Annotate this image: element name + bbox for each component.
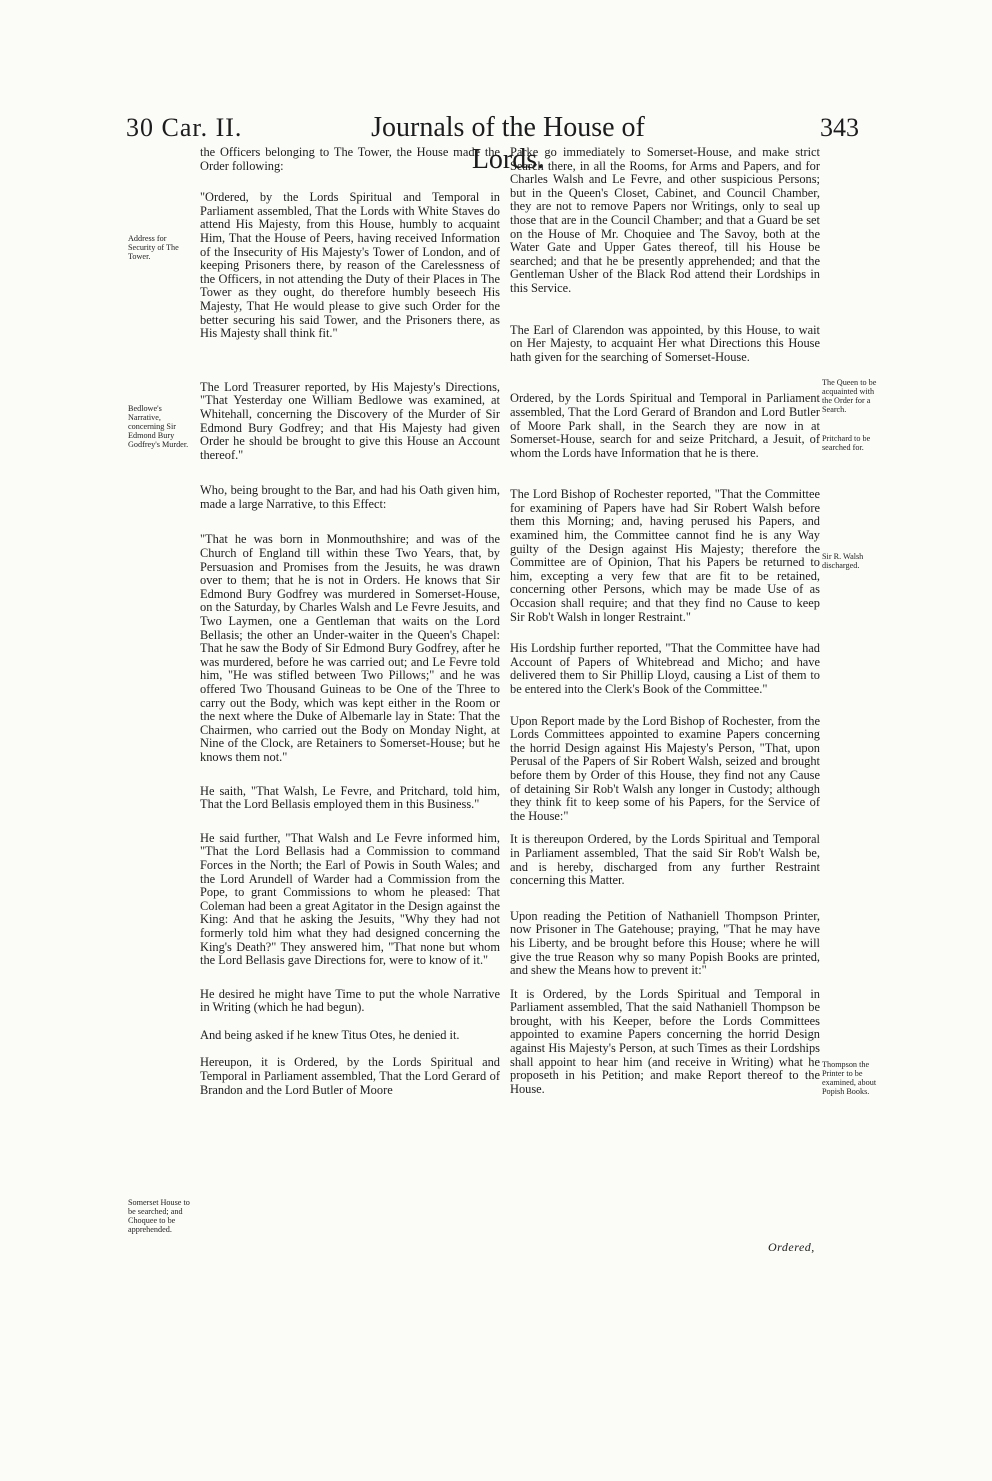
regnal-year: 30 Car. II. — [126, 113, 243, 142]
margin-note: Somerset House to be searched; and Choquee to be apprehended. — [128, 1198, 190, 1234]
paragraph: The Lord Treasurer reported, by His Majesty's Directions, "That Yesterday one William Bedlowe was examined, at Whitehall, concerning the Discovery of the Murder of Sir Edmond Bury Godfrey; and that His Majesty had given Order he should be brought to give this House an Account thereof." — [200, 379, 500, 462]
paragraph: Upon reading the Petition of Nathaniell Thompson Printer, now Prisoner in The Gatehouse; praying, "That he may have his Liberty, and be brought before this House; where he will give the true Reason why so many Popish Books are printed, and shew the Means how to prevent it:" — [510, 908, 820, 978]
paragraph: "Ordered, by the Lords Spiritual and Temporal in Parliament assembled, That the Lords with White Staves do attend His Majesty, from this House, humbly to acquaint Him, That the House of Peers, having received Information of the Insecurity of His Majesty's Tower of London, and of keeping Prisoners there, by reason of the Carelessness of the Officers, in not attending the Duty of their Places in The Tower as they ought, do therefore humbly beseech His Majesty, That He would please to give such Order for the better securing his said Tower, and the Prisoners there, as His Majesty shall think fit." — [200, 190, 500, 341]
catchword: Ordered, — [768, 1240, 815, 1254]
paragraph: The Earl of Clarendon was appointed, by this House, to wait on Her Majesty, to acquaint Her what Directions this House hath given for the searching of Somerset-House. — [510, 322, 820, 364]
paragraph: It is Ordered, by the Lords Spiritual and Temporal in Parliament assembled, That the said Nathaniell Thompson be brought, with his Keeper, before the Lords Committees appointed to examine Papers concerning the horrid Design against His Majesty's Person, at such Times as their Lordships shall appoint to hear him (and receive in Writing) what he proposeth in his Petition; and make Report thereof to the House. — [510, 986, 820, 1096]
paragraph: the Officers belonging to The Tower, the House made the Order following: — [200, 145, 500, 173]
margin-note: Bedlowe's Narrative, concerning Sir Edmond Bury Godfrey's Murder. — [128, 404, 189, 449]
page-number: 343 — [820, 113, 859, 142]
left-column — [200, 146, 500, 1107]
right-column — [510, 146, 820, 1106]
paragraph: Ordered, by the Lords Spiritual and Temporal in Parliament assembled, That the Lord Gerard of Brandon and Lord Butler of Moore Park shall, in the Search they are now in at Somerset-House, search for and seize Pritchard, a Jesuit, of whom the Lords have Information that he is there. — [510, 391, 820, 460]
page-title: Journals of the House of Lords. — [371, 112, 645, 175]
paragraph: He said further, "That Walsh and Le Fevre informed him, "That the Lord Bellasis had a Commission to command Forces in the North; the Earl of Powis in South Wales; and the Lord Arundell of Warder had a Commission from the Pope, to grant Commissions to whom he pleased: That Coleman had been a great Agitator in the Design against the King: And that he asking the Jesuits, "Why they had not formerly told him what they had designed concerning the King's Death?" They answered him, "That none but whom the Lord Bellasis gave Directions for, were to know of it." — [200, 830, 500, 968]
paragraph: "That he was born in Monmouthshire; and was of the Church of England till within these Two Years, that, by Persuasion and Promises from the Jesuits, he was drawn over to them; that he is not in Orders. He knows that Sir Edmond Bury Godfrey was murdered in Somerset-House, on the Saturday, by Charles Walsh and Le Fevre Jesuits, and Two Laymen, one a Gentleman that waits on the Lord Bellasis; the other an Under-waiter in the Queen's Chapel: That he saw the Body of Sir Edmond Bury Godfrey, after he was murdered, before he was carried out; and Le Fevre told him, "He was stifled between Two Pillows;" and he was offered Two Thousand Guineas to be One of the Three to carry out the Body, which was kept either in the Room or the next where the Duke of Albemarle lay in State: That the Chairmen, who carried out the Body on Monday Night, at Nine of the Clock, are Retainers to Somerset-House; but he knows them not." — [200, 532, 500, 764]
margin-note: Sir R. Walsh discharged. — [822, 552, 864, 570]
margin-note: Pritchard to be searched for. — [822, 434, 871, 452]
paragraph: Parke go immediately to Somerset-House, and make strict Search there, in all the Rooms, for Arms and Papers, and for Charles Walsh and Le Fevre, and other suspicious Persons; but in the Queen's Closet, Cabinet, and Council Chamber, they are not to remove Papers nor Writings, only to seal up those that are in the Council Chamber; and that a Guard be set on the House of Mr. Choquiee and The Savoy, both at the Water Gate and Upper Gates thereof, till his House be searched; and that he be presently apprehended; and that the Gentleman Usher of the Black Rod attend their Lordships in this Service. — [510, 145, 820, 295]
paragraph: Who, being brought to the Bar, and had his Oath given him, made a large Narrative, to this Effect: — [200, 483, 500, 511]
margin-note: The Queen to be acquainted with the Order for a Search. — [822, 378, 877, 414]
paragraph: And being asked if he knew Titus Otes, he denied it. — [200, 1027, 460, 1042]
margin-note: Address for Security of The Tower. — [128, 234, 179, 261]
margin-note: Thompson the Printer to be examined, about Popish Books. — [822, 1060, 877, 1096]
paragraph: His Lordship further reported, "That the Committee have had Account of Papers of Whitebread and Micho; and have delivered them to Sir Phillip Lloyd, causing a List of them to be entered into the Clerk's Book of the Committee." — [510, 641, 820, 696]
paragraph: He desired he might have Time to put the whole Narrative in Writing (which he had begun). — [200, 986, 500, 1015]
paragraph: Upon Report made by the Lord Bishop of Rochester, from the Lords Committees appointed to examine Papers concerning the horrid Design against His Majesty's Person, "That, upon Perusal of the Papers of Sir Robert Walsh, seized and brought before them by Order of this House, they find not any Cause of detaining Sir Rob't Walsh any longer in Custody; although they think fit to keep some of his Papers, for the Service of the House:" — [510, 713, 820, 823]
paragraph: He saith, "That Walsh, Le Fevre, and Pritchard, told him, That the Lord Bellasis employed them in this Business." — [200, 783, 500, 812]
paragraph: The Lord Bishop of Rochester reported, "That the Committee for examining of Papers have had Sir Robert Walsh before them this Morning; and, having perused his Papers, and examined him, the Committee cannot find he is any Way guilty of the Design against His Majesty; therefore the Committee are of Opinion, That his Papers be returned to him, excepting a very few that are fit to be retained, concerning other Persons, which may be made Use of as Occasion shall require; and that they find no Cause to keep Sir Rob't Walsh in longer Restraint." — [510, 487, 820, 624]
paragraph: It is thereupon Ordered, by the Lords Spiritual and Temporal in Parliament assembled, That the said Sir Rob't Walsh be, and is hereby, discharged from any further Restraint concerning this Matter. — [510, 832, 820, 888]
paragraph: Hereupon, it is Ordered, by the Lords Spiritual and Temporal in Parliament assembled, That the Lord Gerard of Brandon and the Lord Butler of Moore — [200, 1055, 500, 1097]
